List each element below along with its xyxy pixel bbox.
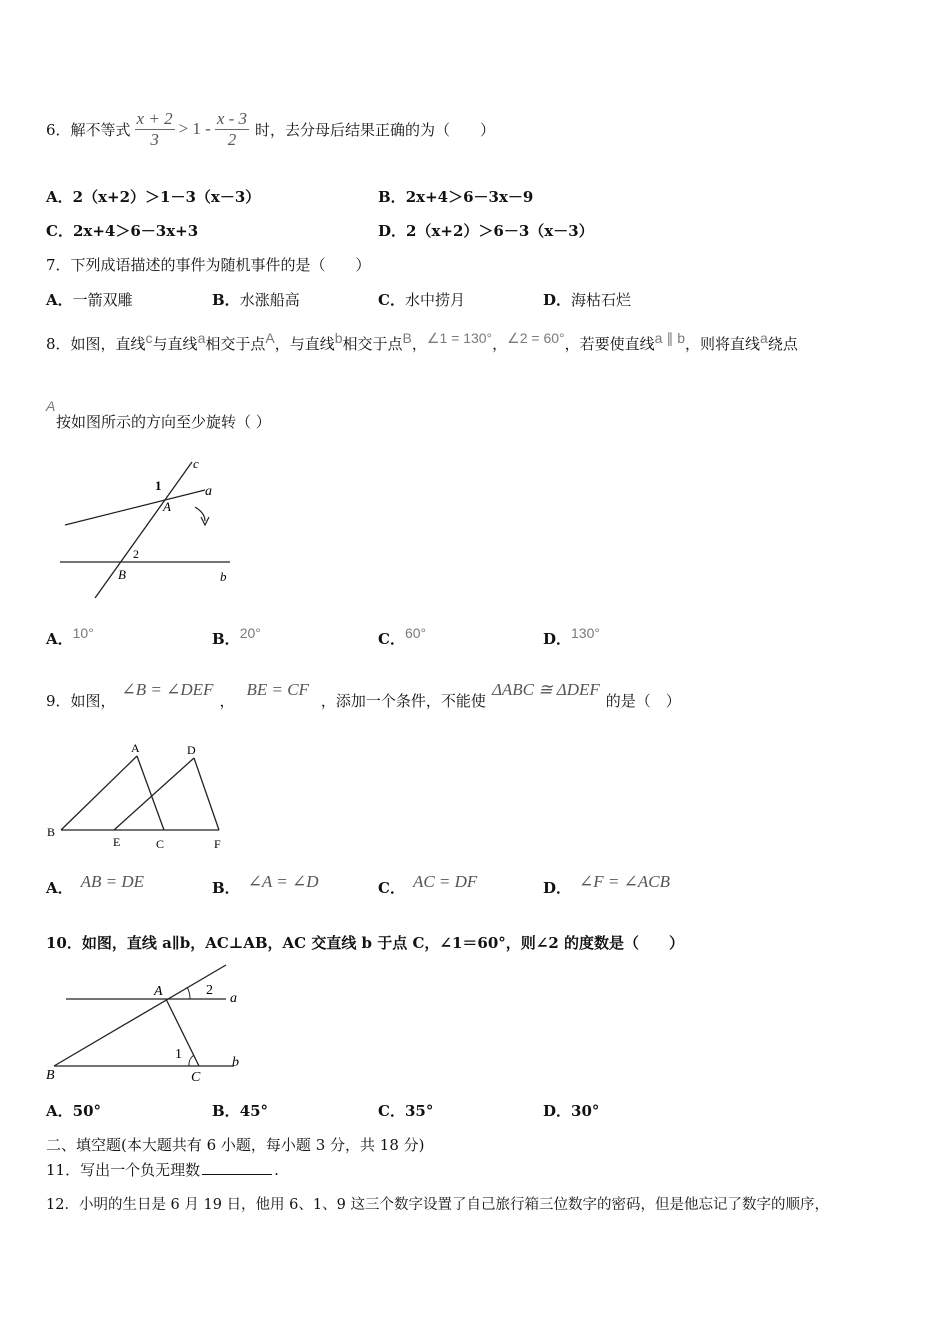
q7-option-a: A．一箭双雕 bbox=[46, 291, 133, 309]
q9-segment-ac bbox=[137, 756, 164, 830]
q10-option-c: C．35° bbox=[378, 1102, 434, 1120]
q10-option-a: A．50° bbox=[46, 1102, 102, 1120]
q10-angle1-arc bbox=[189, 1055, 194, 1066]
q11-answer-blank[interactable] bbox=[202, 1160, 272, 1175]
q6-tail: 时，去分母后结果正确的为（ ） bbox=[255, 120, 496, 139]
q7-stem: 7．下列成语描述的事件为随机事件的是（ ） bbox=[46, 256, 371, 274]
section-title-fill-in: 二、填空题(本大题共有 6 小题，每小题 3 分，共 18 分) bbox=[46, 1136, 425, 1154]
q9-figure bbox=[44, 738, 234, 856]
q8-var-A2: A bbox=[46, 398, 56, 414]
q8-var-B: B bbox=[402, 330, 412, 346]
q8-line-c bbox=[95, 462, 192, 598]
q8-option-a: A．$^{10^\circ}$ bbox=[46, 625, 94, 648]
q8-option-d: D．$^{130^\circ}$ bbox=[543, 625, 600, 648]
q8-label-2: 2 bbox=[133, 547, 139, 561]
q8-label-c: c bbox=[193, 456, 199, 471]
q6-frac1-denominator: 3 bbox=[150, 129, 159, 149]
q7-option-c: C．水中捞月 bbox=[378, 291, 465, 309]
q6-frac2-numerator: x - 3 bbox=[216, 108, 248, 128]
q8-rotation-arrow bbox=[195, 507, 205, 521]
q8-var-A: A bbox=[265, 330, 275, 346]
q6-option-b: B．2x+4＞6－3x－9 bbox=[378, 188, 534, 206]
q6-fraction-left bbox=[135, 109, 175, 150]
q10-label-A: A bbox=[154, 984, 163, 999]
q9-option-c: C． $^{AC = DF}$ bbox=[378, 872, 478, 897]
q10-figure bbox=[44, 960, 254, 1088]
q8-line-a bbox=[65, 490, 205, 525]
q6-option-c: C．2x+4＞6－3x+3 bbox=[46, 222, 199, 240]
q8-option-c: C．$^{60^\circ}$ bbox=[378, 625, 427, 648]
q8-option-b: B．$^{20^\circ}$ bbox=[212, 625, 261, 648]
q10-line-ba bbox=[54, 965, 226, 1066]
q10-option-d: D．30° bbox=[543, 1102, 600, 1120]
q10-label-B: B bbox=[46, 1068, 55, 1083]
q8-label-B: B bbox=[118, 567, 126, 582]
q9-cond1: ∠B = ∠DEF bbox=[121, 680, 214, 699]
q9-label-B: B bbox=[47, 825, 56, 839]
q9-stem: 9．如图， ∠B = ∠DEF ， BE = CF ，添加一个条件，不能使 ΔABC ≅ ΔDEF 的是（ ） bbox=[46, 680, 681, 710]
q10-line-ac bbox=[166, 999, 199, 1066]
q6-prefix: 6．解不等式 bbox=[46, 120, 131, 139]
q8-figure bbox=[55, 455, 245, 605]
q6-middle: > 1 - bbox=[178, 119, 211, 138]
q8-var-a2: a bbox=[760, 330, 768, 346]
q8-var-a: a bbox=[197, 330, 206, 346]
q7-option-d: D．海枯石烂 bbox=[543, 291, 632, 309]
q9-cond2: BE = CF bbox=[246, 680, 309, 699]
q8-var-b: b bbox=[334, 330, 343, 346]
q9-segment-ed bbox=[114, 758, 194, 830]
q9-label-F: F bbox=[214, 837, 221, 851]
q8-label-A: A bbox=[163, 499, 171, 514]
q6-frac1-numerator: x + 2 bbox=[136, 108, 173, 128]
q9-segment-df bbox=[194, 758, 219, 830]
q7-option-b: B．水涨船高 bbox=[212, 291, 300, 309]
q9-option-b: B． $^{\angle A = \angle D}$ bbox=[212, 872, 319, 897]
q9-option-a: A． $^{AB = DE}$ bbox=[46, 872, 145, 897]
q10-label-a: a bbox=[230, 991, 237, 1006]
q10-angle2-arc bbox=[187, 987, 190, 999]
q12-stem: 12．小明的生日是 6 月 19 日，他用 6、1、9 这三个数字设置了自己旅行箱三位数字的密码，但是他忘记了数字的顺序， bbox=[46, 1197, 829, 1213]
q6-frac2-denominator: 2 bbox=[227, 129, 237, 149]
q8-angle2: ∠2 = 60° bbox=[507, 330, 565, 346]
q10-stem: 10．如图，直线 a∥b，AC⊥AB，AC 交直线 b 于点 C，∠1＝60°，则∠2 的度数是（ ） bbox=[46, 934, 685, 952]
q9-label-A: A bbox=[131, 741, 140, 755]
q8-var-c: c bbox=[145, 330, 153, 346]
q8-label-b: b bbox=[220, 569, 227, 584]
q10-label-b: b bbox=[232, 1055, 239, 1070]
q8-stem: 8．如图，直线$^c$与直线$^a$相交于点$^A$，与直线$^b$相交于点$^B$，$^{\angle 1 = 130^\circ}$，$^{\angle 2 = 60^\circ}$，若要使直线$^{a \parallel b}$，则将直线$^a$绕点 bbox=[46, 330, 798, 353]
q6-option-d: D．2（x+2）＞6－3（x－3） bbox=[378, 222, 594, 240]
q10-label-C: C bbox=[191, 1070, 201, 1085]
q8-label-a: a bbox=[205, 484, 212, 499]
q9-label-D: D bbox=[187, 743, 196, 757]
q9-cond3: ΔABC ≅ ΔDEF bbox=[491, 680, 600, 699]
q10-option-b: B．45° bbox=[212, 1102, 269, 1120]
q8-label-1: 1 bbox=[155, 478, 162, 493]
q8-angle1: ∠1 = 130° bbox=[426, 330, 493, 346]
q9-label-E: E bbox=[113, 835, 121, 849]
q10-label-2: 2 bbox=[206, 983, 213, 998]
q11-stem: 11．写出一个负无理数 . bbox=[46, 1161, 279, 1179]
q6-stem bbox=[46, 104, 495, 154]
q8-line2: 按如图所示的方向至少旋转（ ） bbox=[56, 413, 271, 431]
q9-option-d: D． $^{\angle F = \angle ACB}$ bbox=[543, 872, 670, 897]
q10-label-1: 1 bbox=[175, 1047, 182, 1062]
q9-label-C: C bbox=[156, 837, 165, 851]
q6-option-a: A．2（x+2）＞1－3（x－3） bbox=[46, 188, 261, 206]
q8-parallel: a ∥ b bbox=[654, 330, 686, 346]
q6-fraction-right bbox=[215, 109, 249, 150]
